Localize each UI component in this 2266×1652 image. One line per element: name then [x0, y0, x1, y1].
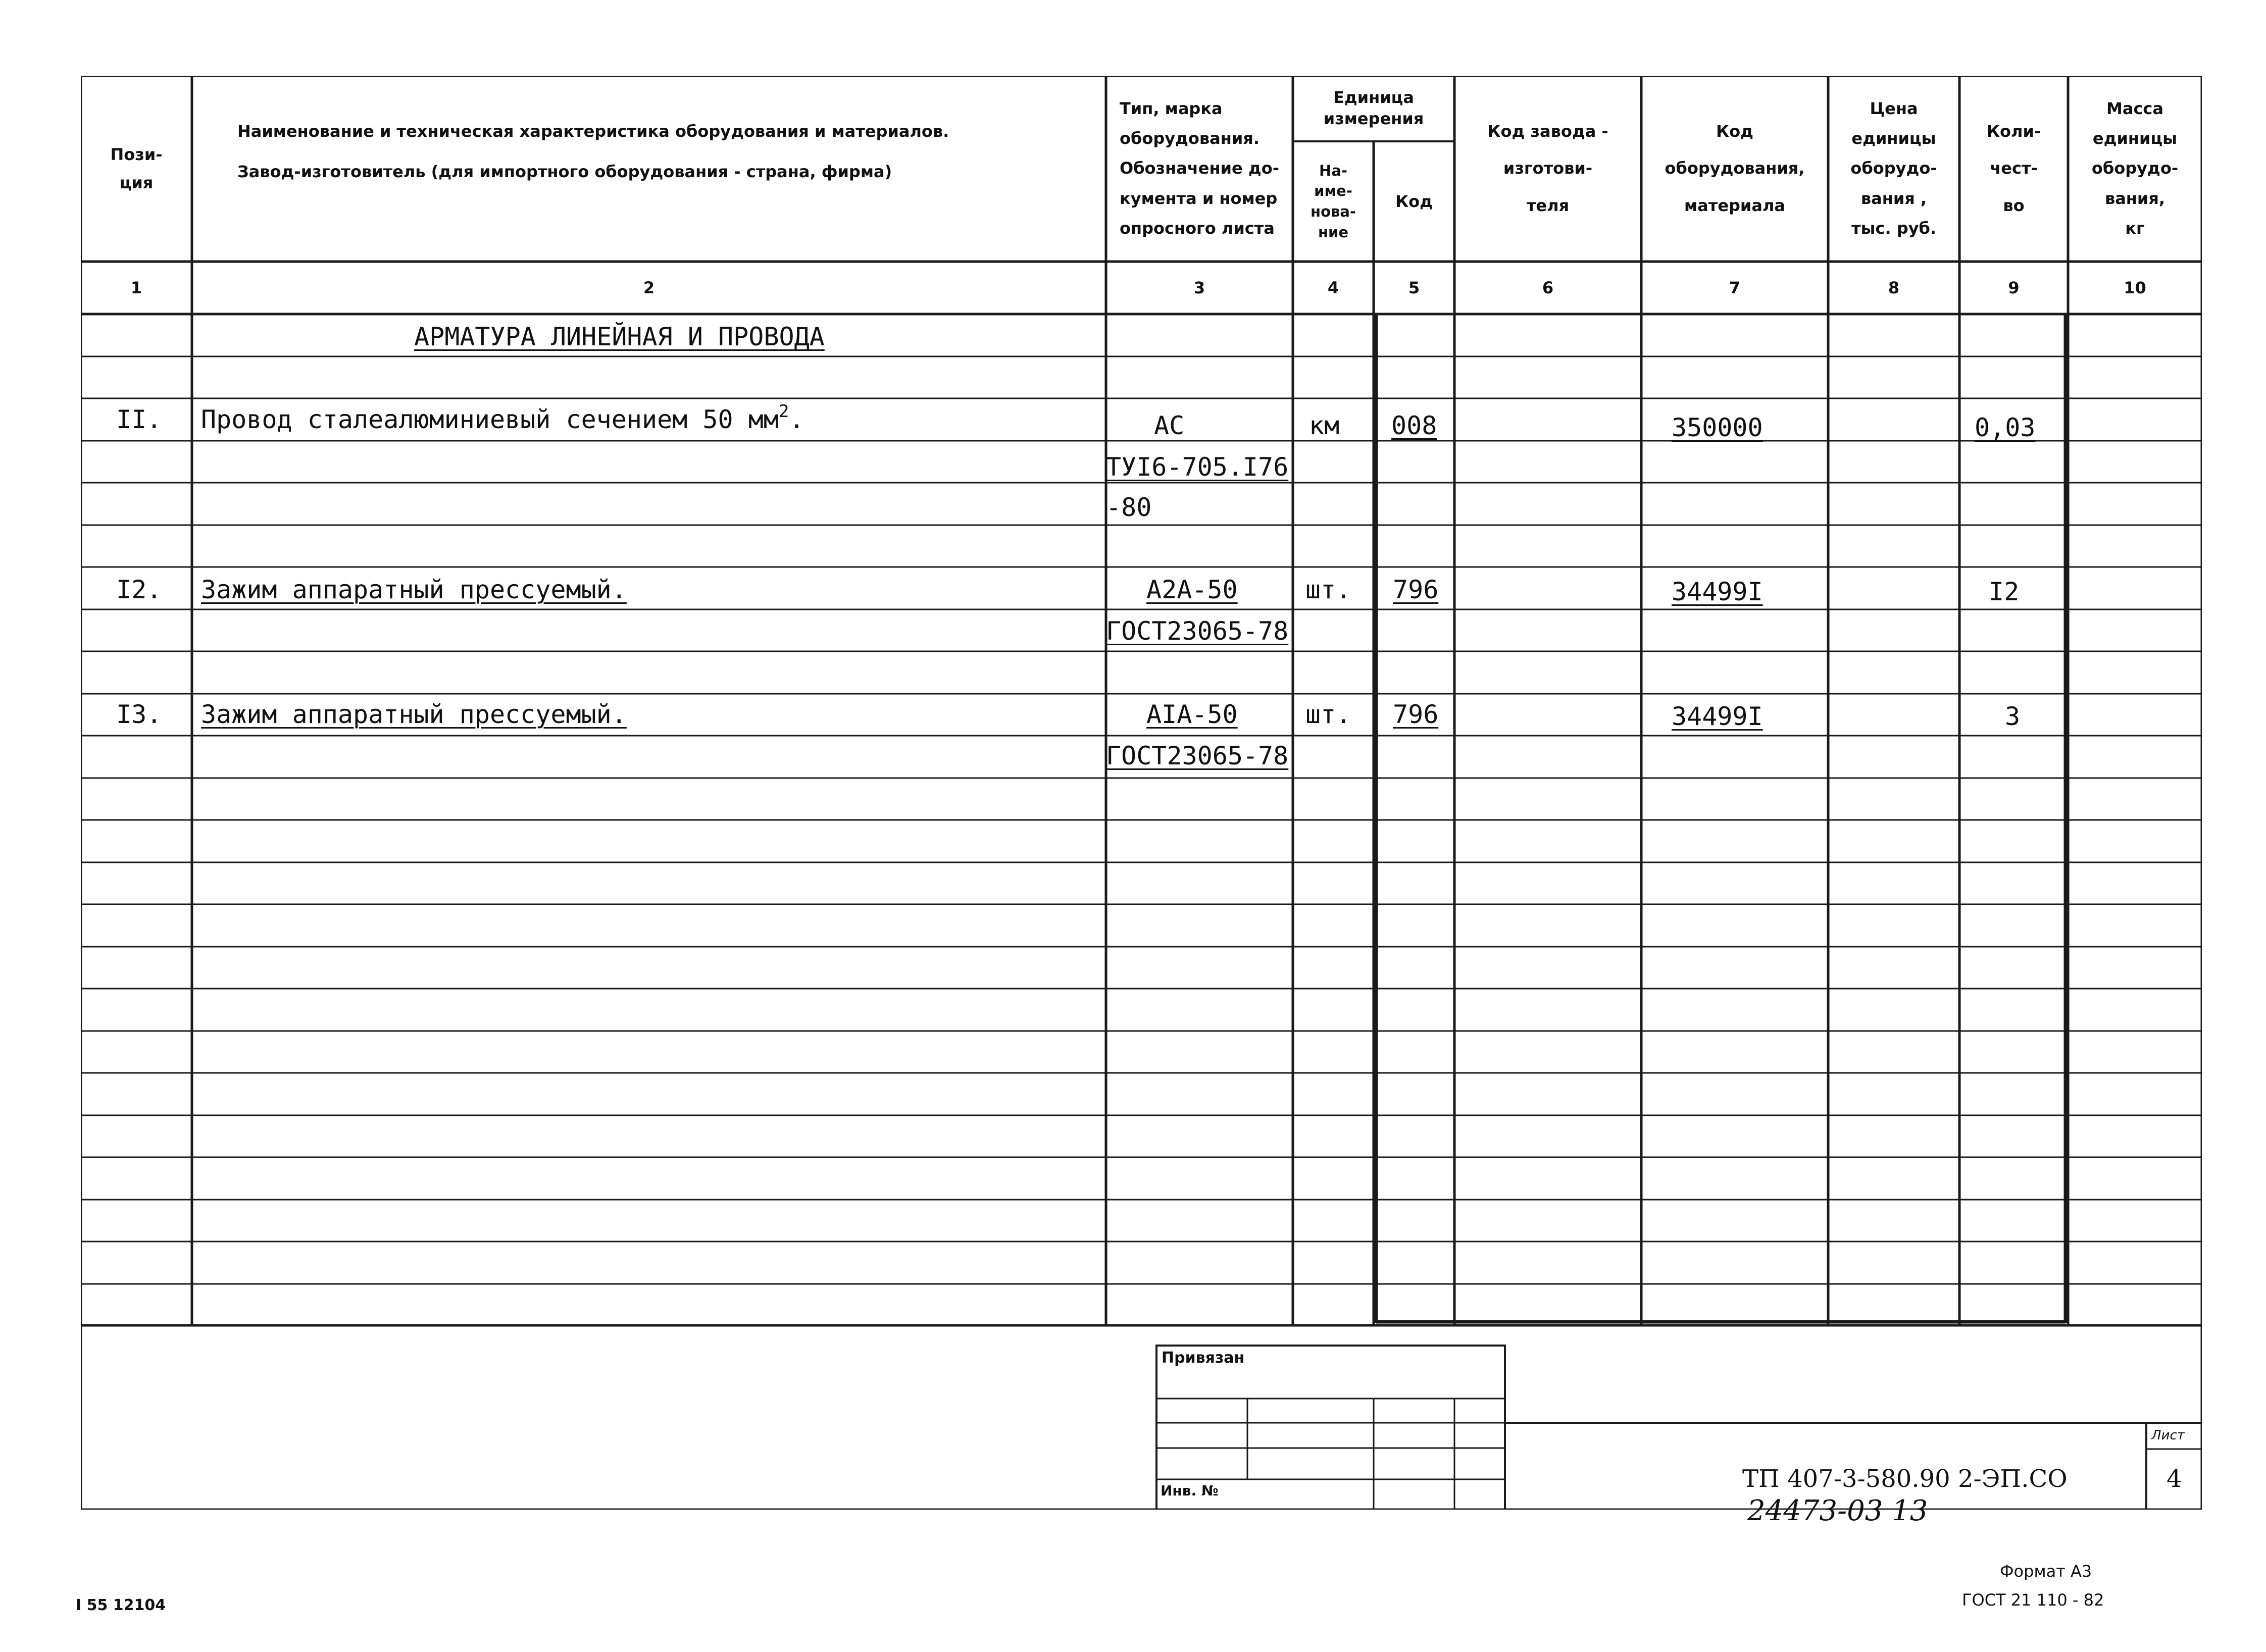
- row-unit-code: 008: [1391, 411, 1437, 440]
- row-type: АС: [1154, 411, 1185, 440]
- row-name: Зажим аппаратный прессуемый.: [201, 575, 627, 604]
- row-name: Зажим аппаратный прессуемый.: [201, 700, 627, 729]
- row-position: I2.: [116, 575, 162, 604]
- row-document: ТУI6-705.I76: [1106, 452, 1289, 482]
- stamp-inventory-label: Инв. №: [1161, 1482, 1219, 1499]
- footer-gost: ГОСТ 21 110 - 82: [1962, 1590, 2104, 1610]
- header-name: Наименование и техническая характеристика оборудования и материалов. Завод-изготовитель (для импортного оборудования - страна, фирма): [237, 122, 949, 181]
- row-document-cont: -80: [1106, 493, 1152, 522]
- colnum-3: 3: [1193, 278, 1205, 297]
- header-unit: Единица измерения: [1323, 88, 1424, 128]
- row-type: АIА-50: [1146, 700, 1238, 729]
- colnum-8: 8: [1888, 278, 1900, 297]
- colnum-10: 10: [2124, 278, 2146, 297]
- footer-format: Формат А3: [2000, 1562, 2092, 1581]
- row-unit: км: [1309, 411, 1340, 440]
- header-unit-mass: Масса единицы оборудо- вания, кг: [2091, 99, 2179, 238]
- handwritten-number: 24473-03 13: [1747, 1494, 1928, 1527]
- row-type: А2А-50: [1146, 575, 1238, 604]
- row-unit: шт.: [1305, 575, 1351, 604]
- colnum-4: 4: [1327, 278, 1339, 297]
- header-type: Тип, марка оборудования. Обозначение до- кумента и номер опросного листа: [1120, 99, 1279, 238]
- stamp-bound-label: Привязан: [1162, 1349, 1245, 1367]
- row-quantity: I2: [1989, 577, 2020, 606]
- colnum-6: 6: [1542, 278, 1554, 297]
- row-document: ГОСТ23065-78: [1106, 741, 1289, 770]
- header-equipment-code: Код оборудования, материала: [1665, 121, 1805, 215]
- row-quantity: 3: [2005, 702, 2021, 731]
- colnum-5: 5: [1408, 278, 1420, 297]
- row-name-end: .: [789, 405, 804, 434]
- section-title: АРМАТУРА ЛИНЕЙНАЯ И ПРОВОДА: [414, 322, 825, 351]
- row-equipment-code: 34499I: [1672, 577, 1763, 606]
- header-unit-name: На- име- нова- ние: [1311, 162, 1356, 241]
- row-name-text: Провод сталеалюминиевый сечением 50 мм: [201, 405, 779, 434]
- colnum-2: 2: [643, 278, 655, 297]
- row-equipment-code: 34499I: [1672, 702, 1763, 731]
- stamp-document-code: ТП 407-3-580.90 2-ЭП.СО: [1742, 1465, 2068, 1493]
- stamp-sheet-label: Лист: [2151, 1428, 2185, 1443]
- row-equipment-code: 350000: [1672, 413, 1763, 442]
- row-unit-code: 796: [1393, 700, 1439, 729]
- specification-sheet: [81, 76, 2202, 1510]
- row-position: II.: [116, 405, 162, 434]
- row-name-superscript: 2: [778, 401, 789, 422]
- row-position: I3.: [116, 700, 162, 729]
- row-unit: шт.: [1305, 700, 1351, 729]
- row-document: ГОСТ23065-78: [1106, 616, 1289, 646]
- row-quantity: 0,03: [1975, 413, 2036, 442]
- colnum-1: 1: [130, 278, 142, 297]
- header-quantity: Коли- чест- во: [1986, 121, 2041, 215]
- header-position: Пози- ция: [110, 145, 163, 192]
- header-manufacturer-code: Код завода - изготови- теля: [1487, 121, 1608, 215]
- row-unit-code: 796: [1393, 575, 1439, 604]
- header-unit-code: Код: [1395, 192, 1433, 211]
- colnum-9: 9: [2008, 278, 2020, 297]
- footer-left-code: I 55 12104: [76, 1596, 166, 1614]
- row-name: [201, 401, 804, 434]
- stamp-sheet-number: 4: [2167, 1465, 2182, 1493]
- colnum-7: 7: [1729, 278, 1741, 297]
- header-unit-price: Цена единицы оборудо- вания , тыс. руб.: [1850, 99, 1937, 238]
